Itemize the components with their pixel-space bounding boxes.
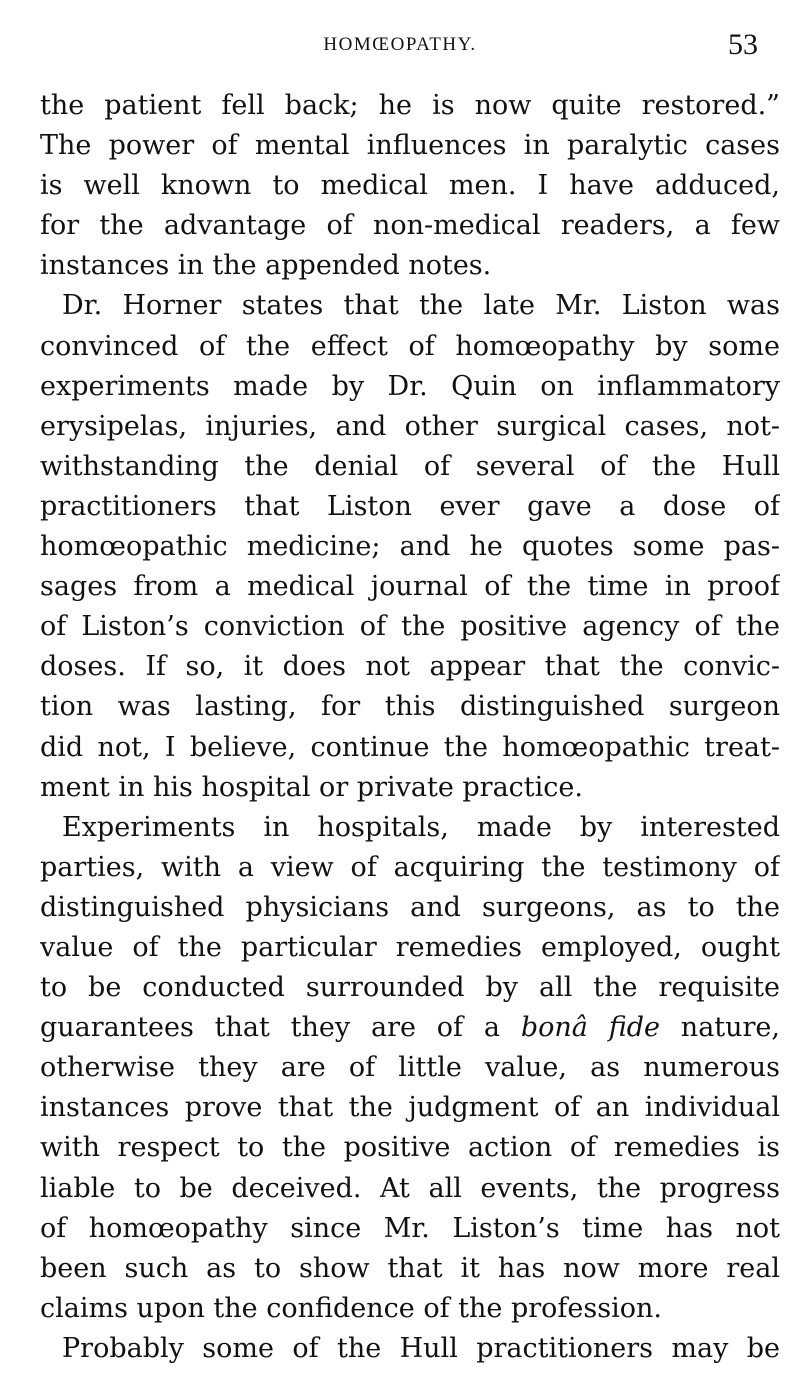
text-line: claims upon the confidence of the profession. (40, 1292, 662, 1324)
text-line: value of the particular remedies employed, ought (40, 931, 780, 963)
text-line: instances prove that the judgment of an individual (40, 1092, 780, 1124)
text-line: practitioners that Liston ever gave a dose of (40, 490, 780, 522)
text-line: parties, with a view of acquiring the testimony of (40, 851, 780, 883)
text-line: erysipelas, injuries, and other surgical cases, not- (40, 410, 780, 442)
text-line: sages from a medical journal of the time in proof (40, 571, 780, 603)
italic-phrase: bonâ fide (520, 1012, 660, 1044)
text-line: Dr. Horner states that the late Mr. Liston was (62, 290, 780, 322)
body-text (40, 86, 780, 1369)
text-line (40, 1008, 780, 1048)
page-number: 53 (728, 28, 758, 61)
text-line: instances in the appended notes. (40, 250, 492, 282)
text-line: to be conducted surrounded by all the requisite (40, 972, 780, 1004)
text-line: withstanding the denial of several of the Hull (40, 450, 780, 482)
text-line: of Liston’s conviction of the positive agency of the (40, 611, 780, 643)
text-line: for the advantage of non-medical readers, a few (40, 210, 780, 242)
text-line: experiments made by Dr. Quin on inflammatory (40, 370, 780, 402)
text-line: been such as to show that it has now more real (40, 1252, 780, 1284)
text-line: tion was lasting, for this distinguished surgeon (40, 691, 780, 723)
text-line: The power of mental influences in paralytic cases (40, 130, 780, 162)
running-head (40, 30, 760, 66)
text-line: did not, I believe, continue the homœopathic treat- (40, 731, 780, 763)
text-line: otherwise they are of little value, as numerous (40, 1052, 780, 1084)
text-segment: guarantees that they are of a (40, 1012, 521, 1044)
text-line: liable to be deceived. At all events, the progress (40, 1172, 780, 1204)
text-line: convinced of the effect of homœopathy by some (40, 330, 780, 362)
text-segment: nature, (659, 1012, 780, 1044)
text-line: doses. If so, it does not appear that the convic- (40, 651, 780, 683)
text-line: is well known to medical men. I have adduced, (40, 170, 780, 202)
text-line: the patient fell back; he is now quite restored.” (40, 90, 780, 121)
text-line: of homœopathy since Mr. Liston’s time has not (40, 1212, 780, 1244)
text-line: homœopathic medicine; and he quotes some pas- (40, 531, 780, 563)
text-line: Experiments in hospitals, made by interested (62, 811, 780, 843)
text-line: with respect to the positive action of remedies is (40, 1132, 780, 1164)
text-line: distinguished physicians and surgeons, as to the (40, 891, 780, 923)
running-title: HOMŒOPATHY. (323, 34, 477, 55)
text-line: Probably some of the Hull practitioners may be (62, 1332, 780, 1364)
text-line: ment in his hospital or private practice. (40, 771, 583, 803)
